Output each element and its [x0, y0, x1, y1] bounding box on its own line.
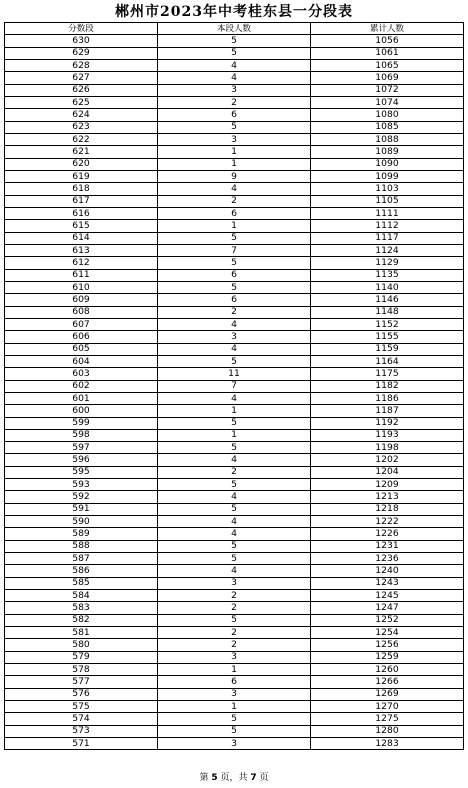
cell-cumulative-count: 1213: [311, 491, 464, 503]
table-row: [5, 306, 464, 318]
table-row: [5, 109, 464, 121]
cell-score: 578: [5, 664, 158, 676]
cell-segment-count: 4: [158, 72, 311, 84]
table-row: [5, 59, 464, 71]
page-title: 郴州市2023年中考桂东县一分段表: [115, 4, 353, 20]
table-row: [5, 553, 464, 565]
table-row: [5, 503, 464, 515]
cell-segment-count: 7: [158, 244, 311, 256]
table-row: [5, 269, 464, 281]
table-row: [5, 355, 464, 367]
table-row: [5, 380, 464, 392]
cell-segment-count: 4: [158, 392, 311, 404]
cell-cumulative-count: 1198: [311, 442, 464, 454]
table-row: [5, 417, 464, 429]
cell-segment-count: 2: [158, 627, 311, 639]
cell-segment-count: 1: [158, 701, 311, 713]
table-row: [5, 220, 464, 232]
cell-cumulative-count: 1218: [311, 503, 464, 515]
table-row: [5, 725, 464, 737]
cell-cumulative-count: 1146: [311, 294, 464, 306]
table-row: [5, 47, 464, 59]
cell-score: 600: [5, 405, 158, 417]
cell-score: 611: [5, 269, 158, 281]
cell-score: 583: [5, 602, 158, 614]
cell-segment-count: 4: [158, 565, 311, 577]
table-row: [5, 516, 464, 528]
cell-segment-count: 5: [158, 713, 311, 725]
cell-cumulative-count: 1256: [311, 639, 464, 651]
cell-cumulative-count: 1080: [311, 109, 464, 121]
cell-segment-count: 3: [158, 688, 311, 700]
table-row: [5, 331, 464, 343]
cell-score: 604: [5, 355, 158, 367]
cell-cumulative-count: 1124: [311, 244, 464, 256]
cell-score: 588: [5, 540, 158, 552]
cell-score: 591: [5, 503, 158, 515]
cell-score: 579: [5, 651, 158, 663]
cell-score: 624: [5, 109, 158, 121]
cell-segment-count: 2: [158, 306, 311, 318]
cell-score: 607: [5, 318, 158, 330]
cell-score: 609: [5, 294, 158, 306]
cell-score: 625: [5, 96, 158, 108]
cell-score: 592: [5, 491, 158, 503]
cell-score: 617: [5, 195, 158, 207]
table-row: [5, 664, 464, 676]
cell-cumulative-count: 1074: [311, 96, 464, 108]
cell-score: 618: [5, 183, 158, 195]
cell-segment-count: 3: [158, 651, 311, 663]
cell-segment-count: 5: [158, 355, 311, 367]
cell-segment-count: 5: [158, 417, 311, 429]
cell-score: 610: [5, 281, 158, 293]
cell-cumulative-count: 1152: [311, 318, 464, 330]
cell-cumulative-count: 1140: [311, 281, 464, 293]
table-row: [5, 491, 464, 503]
cell-score: 623: [5, 121, 158, 133]
cell-cumulative-count: 1088: [311, 133, 464, 145]
cell-score: 590: [5, 516, 158, 528]
cell-cumulative-count: 1072: [311, 84, 464, 96]
cell-cumulative-count: 1243: [311, 577, 464, 589]
header-score-range: 分数段: [5, 23, 158, 35]
cell-score: 597: [5, 442, 158, 454]
table-row: [5, 688, 464, 700]
cell-segment-count: 3: [158, 577, 311, 589]
table-row: [5, 590, 464, 602]
cell-segment-count: 5: [158, 553, 311, 565]
cell-cumulative-count: 1202: [311, 454, 464, 466]
cell-score: 587: [5, 553, 158, 565]
cell-cumulative-count: 1187: [311, 405, 464, 417]
cell-segment-count: 3: [158, 331, 311, 343]
cell-score: 614: [5, 232, 158, 244]
cell-score: 571: [5, 738, 158, 750]
cell-score: 621: [5, 146, 158, 158]
cell-cumulative-count: 1155: [311, 331, 464, 343]
score-distribution-table: [4, 22, 464, 750]
cell-cumulative-count: 1175: [311, 368, 464, 380]
cell-score: 575: [5, 701, 158, 713]
table-row: [5, 244, 464, 256]
cell-score: 626: [5, 84, 158, 96]
table-row: [5, 146, 464, 158]
cell-score: 630: [5, 35, 158, 47]
table-row: [5, 392, 464, 404]
cell-segment-count: 3: [158, 84, 311, 96]
footer-page-number: 5: [211, 773, 218, 783]
cell-cumulative-count: 1148: [311, 306, 464, 318]
cell-score: 619: [5, 170, 158, 182]
cell-segment-count: 2: [158, 195, 311, 207]
table-row: [5, 72, 464, 84]
cell-segment-count: 6: [158, 676, 311, 688]
footer-middle: 页，共: [217, 773, 251, 783]
cell-score: 580: [5, 639, 158, 651]
table-row: [5, 442, 464, 454]
cell-score: 608: [5, 306, 158, 318]
cell-score: 574: [5, 713, 158, 725]
header-segment-count: 本段人数: [158, 23, 311, 35]
cell-segment-count: 5: [158, 503, 311, 515]
cell-cumulative-count: 1222: [311, 516, 464, 528]
cell-score: 573: [5, 725, 158, 737]
table-row: [5, 232, 464, 244]
cell-score: 603: [5, 368, 158, 380]
cell-segment-count: 5: [158, 121, 311, 133]
cell-cumulative-count: 1254: [311, 627, 464, 639]
table-row: [5, 343, 464, 355]
cell-segment-count: 6: [158, 207, 311, 219]
table-row: [5, 170, 464, 182]
cell-cumulative-count: 1260: [311, 664, 464, 676]
cell-cumulative-count: 1193: [311, 429, 464, 441]
table-row: [5, 614, 464, 626]
cell-segment-count: 2: [158, 96, 311, 108]
cell-segment-count: 6: [158, 109, 311, 121]
cell-segment-count: 4: [158, 491, 311, 503]
table-row: [5, 466, 464, 478]
table-row: [5, 257, 464, 269]
cell-score: 585: [5, 577, 158, 589]
cell-score: 576: [5, 688, 158, 700]
cell-segment-count: 1: [158, 220, 311, 232]
cell-segment-count: 2: [158, 602, 311, 614]
cell-score: 601: [5, 392, 158, 404]
cell-cumulative-count: 1085: [311, 121, 464, 133]
cell-cumulative-count: 1182: [311, 380, 464, 392]
cell-cumulative-count: 1252: [311, 614, 464, 626]
cell-cumulative-count: 1090: [311, 158, 464, 170]
cell-cumulative-count: 1186: [311, 392, 464, 404]
cell-segment-count: 4: [158, 183, 311, 195]
cell-score: 582: [5, 614, 158, 626]
table-row: [5, 121, 464, 133]
table-row: [5, 738, 464, 750]
cell-cumulative-count: 1117: [311, 232, 464, 244]
footer-total-pages: 7: [250, 773, 257, 783]
cell-segment-count: 7: [158, 380, 311, 392]
cell-cumulative-count: 1112: [311, 220, 464, 232]
table-row: [5, 133, 464, 145]
cell-score: 627: [5, 72, 158, 84]
cell-cumulative-count: 1226: [311, 528, 464, 540]
cell-score: 613: [5, 244, 158, 256]
table-row: [5, 318, 464, 330]
cell-segment-count: 6: [158, 294, 311, 306]
cell-segment-count: 11: [158, 368, 311, 380]
cell-cumulative-count: 1269: [311, 688, 464, 700]
cell-cumulative-count: 1259: [311, 651, 464, 663]
table-row: [5, 602, 464, 614]
table-row: [5, 84, 464, 96]
header-cumulative-count: 累计人数: [311, 23, 464, 35]
cell-cumulative-count: 1061: [311, 47, 464, 59]
cell-segment-count: 4: [158, 454, 311, 466]
cell-score: 605: [5, 343, 158, 355]
table-header-row: [5, 23, 464, 35]
cell-segment-count: 2: [158, 639, 311, 651]
cell-segment-count: 4: [158, 343, 311, 355]
cell-segment-count: 4: [158, 516, 311, 528]
table-row: [5, 676, 464, 688]
table-row: [5, 577, 464, 589]
cell-cumulative-count: 1270: [311, 701, 464, 713]
table-row: [5, 158, 464, 170]
cell-segment-count: 2: [158, 590, 311, 602]
cell-score: 581: [5, 627, 158, 639]
cell-segment-count: 5: [158, 725, 311, 737]
cell-segment-count: 5: [158, 47, 311, 59]
cell-cumulative-count: 1231: [311, 540, 464, 552]
cell-segment-count: 5: [158, 479, 311, 491]
cell-cumulative-count: 1192: [311, 417, 464, 429]
cell-score: 620: [5, 158, 158, 170]
footer-prefix: 第: [199, 773, 212, 783]
cell-cumulative-count: 1056: [311, 35, 464, 47]
cell-cumulative-count: 1111: [311, 207, 464, 219]
table-row: [5, 195, 464, 207]
cell-score: 596: [5, 454, 158, 466]
table-row: [5, 281, 464, 293]
cell-segment-count: 1: [158, 405, 311, 417]
cell-segment-count: 9: [158, 170, 311, 182]
cell-segment-count: 4: [158, 318, 311, 330]
cell-cumulative-count: 1159: [311, 343, 464, 355]
table-row: [5, 528, 464, 540]
cell-cumulative-count: 1129: [311, 257, 464, 269]
cell-cumulative-count: 1245: [311, 590, 464, 602]
cell-segment-count: 4: [158, 528, 311, 540]
cell-cumulative-count: 1164: [311, 355, 464, 367]
cell-score: 616: [5, 207, 158, 219]
cell-segment-count: 3: [158, 133, 311, 145]
table-row: [5, 701, 464, 713]
cell-cumulative-count: 1089: [311, 146, 464, 158]
cell-cumulative-count: 1280: [311, 725, 464, 737]
cell-segment-count: 6: [158, 269, 311, 281]
table-row: [5, 454, 464, 466]
cell-segment-count: 2: [158, 466, 311, 478]
cell-score: 628: [5, 59, 158, 71]
table-row: [5, 294, 464, 306]
cell-cumulative-count: 1069: [311, 72, 464, 84]
cell-score: 622: [5, 133, 158, 145]
cell-segment-count: 5: [158, 232, 311, 244]
cell-score: 629: [5, 47, 158, 59]
table-row: [5, 651, 464, 663]
cell-cumulative-count: 1266: [311, 676, 464, 688]
cell-cumulative-count: 1275: [311, 713, 464, 725]
cell-score: 599: [5, 417, 158, 429]
cell-cumulative-count: 1099: [311, 170, 464, 182]
cell-segment-count: 4: [158, 59, 311, 71]
cell-cumulative-count: 1103: [311, 183, 464, 195]
cell-score: 593: [5, 479, 158, 491]
table-row: [5, 405, 464, 417]
cell-score: 615: [5, 220, 158, 232]
cell-segment-count: 5: [158, 257, 311, 269]
cell-segment-count: 1: [158, 429, 311, 441]
cell-cumulative-count: 1105: [311, 195, 464, 207]
cell-cumulative-count: 1065: [311, 59, 464, 71]
table-row: [5, 713, 464, 725]
cell-score: 584: [5, 590, 158, 602]
page-footer: [0, 772, 468, 784]
table-body: [5, 35, 464, 750]
cell-score: 612: [5, 257, 158, 269]
cell-cumulative-count: 1209: [311, 479, 464, 491]
cell-score: 577: [5, 676, 158, 688]
cell-segment-count: 5: [158, 35, 311, 47]
cell-score: 589: [5, 528, 158, 540]
table-row: [5, 540, 464, 552]
cell-cumulative-count: 1283: [311, 738, 464, 750]
cell-score: 595: [5, 466, 158, 478]
table-row: [5, 479, 464, 491]
table-row: [5, 368, 464, 380]
table-row: [5, 565, 464, 577]
cell-cumulative-count: 1247: [311, 602, 464, 614]
table-row: [5, 207, 464, 219]
cell-cumulative-count: 1240: [311, 565, 464, 577]
table-row: [5, 96, 464, 108]
footer-suffix: 页: [256, 773, 269, 783]
cell-segment-count: 3: [158, 738, 311, 750]
table-row: [5, 627, 464, 639]
cell-cumulative-count: 1236: [311, 553, 464, 565]
cell-segment-count: 1: [158, 158, 311, 170]
cell-score: 586: [5, 565, 158, 577]
cell-score: 598: [5, 429, 158, 441]
cell-segment-count: 5: [158, 442, 311, 454]
cell-segment-count: 5: [158, 281, 311, 293]
cell-score: 602: [5, 380, 158, 392]
table-row: [5, 35, 464, 47]
table-row: [5, 183, 464, 195]
cell-segment-count: 1: [158, 146, 311, 158]
cell-cumulative-count: 1204: [311, 466, 464, 478]
cell-score: 606: [5, 331, 158, 343]
cell-segment-count: 5: [158, 614, 311, 626]
table-row: [5, 639, 464, 651]
cell-segment-count: 5: [158, 540, 311, 552]
cell-cumulative-count: 1135: [311, 269, 464, 281]
table-row: [5, 429, 464, 441]
cell-segment-count: 1: [158, 664, 311, 676]
